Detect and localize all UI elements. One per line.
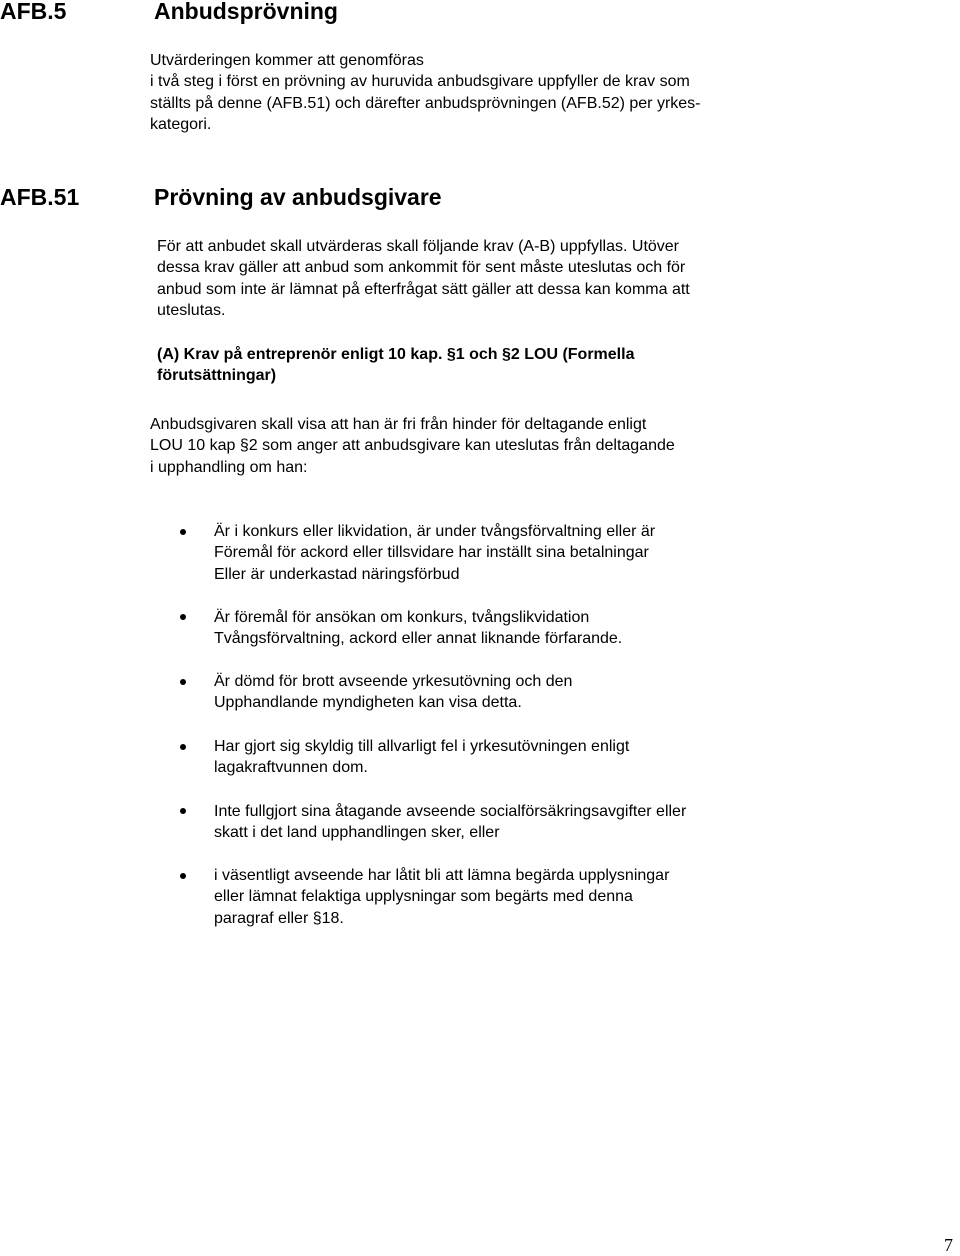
bullet-icon: [180, 808, 186, 814]
list-item: Har gjort sig skyldig till allvarligt fel i yrkesutövningen enligt lagakraftvunnen dom.: [214, 738, 630, 777]
list-item: i väsentligt avseende har låtit bli att lämna begärda upplysningar eller lämnat felaktiga upplysningar som begärts med denna paragraf eller §18.: [214, 867, 670, 927]
list-item: Är föremål för ansökan om konkurs, tvångslikvidation Tvångsförvaltning, ackord eller annat liknande förfarande.: [214, 609, 623, 648]
bullet-icon: [180, 614, 186, 620]
subsection-intro: För att anbudet skall utvärderas skall följande krav (A-B) uppfyllas. Utöver dessa krav gäller att anbud som ankommit för sent måste uteslutas och för anbud som inte är lämnat på efterfrågat sätt gäller att dessa kan komma att uteslutas.: [157, 238, 690, 319]
subsection-title: Prövning av anbudsgivare: [154, 184, 442, 210]
bullet-icon: [180, 744, 186, 750]
requirement-heading: (A) Krav på entreprenör enligt 10 kap. §1 och §2 LOU (Formella förutsättningar): [157, 346, 635, 385]
list-item: Är i konkurs eller likvidation, är under tvångsförvaltning eller är Föremål för ackord eller tillsvidare har inställt sina betalningar Eller är underkastad näringsförbud: [214, 523, 656, 583]
requirement-text: Anbudsgivaren skall visa att han är fri från hinder för deltagande enligt LOU 10 kap §2 som anger att anbudsgivare kan uteslutas från deltagande i upphandling om han:: [150, 416, 675, 476]
section-intro: Utvärderingen kommer att genomföras i två steg i först en prövning av huruvida anbudsgivare uppfyller de krav som ställts på denne (AFB.51) och därefter anbudsprövningen (AFB.52) per yrkes- kategori.: [150, 52, 701, 133]
bullet-icon: [180, 679, 186, 685]
section-title: Anbudsprövning: [154, 0, 338, 24]
subsection-number: AFB.51: [0, 184, 80, 210]
bullet-icon: [180, 873, 186, 879]
section-number: AFB.5: [0, 0, 67, 24]
list-item: Är dömd för brott avseende yrkesutövning och den Upphandlande myndigheten kan visa detta.: [214, 673, 573, 712]
page-number: 7: [944, 1235, 953, 1255]
list-item: Inte fullgjort sina åtagande avseende socialförsäkringsavgifter eller skatt i det land upphandlingen sker, eller: [214, 803, 687, 842]
bullet-icon: [180, 529, 186, 535]
